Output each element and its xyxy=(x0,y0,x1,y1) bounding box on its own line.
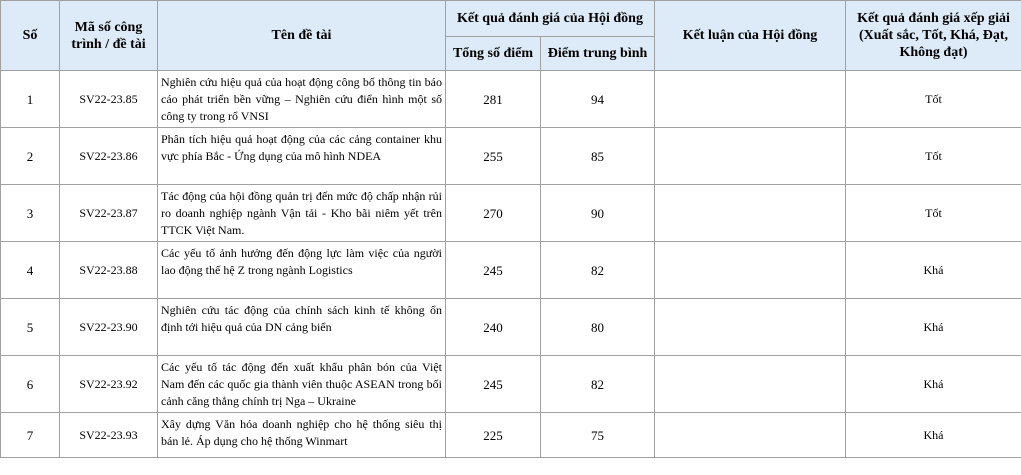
cell-stt: 6 xyxy=(1,356,60,413)
cell-title: Phân tích hiệu quả hoạt động của các cảng container khu vực phía Bắc - Ứng dụng của mô hình NDEA xyxy=(158,128,446,185)
cell-rank: Khá xyxy=(846,242,1021,299)
cell-rank: Tốt xyxy=(846,128,1021,185)
cell-total: 240 xyxy=(446,299,541,356)
cell-title: Nghiên cứu hiệu quả của hoạt động công bố thông tin báo cáo phát triển bền vững – Nghiên cứu điển hình một số công ty trong rổ VNSI xyxy=(158,71,446,128)
cell-avg: 82 xyxy=(541,356,655,413)
cell-conclusion xyxy=(655,242,846,299)
cell-rank: Tốt xyxy=(846,71,1021,128)
table-row xyxy=(1,356,1021,413)
cell-avg: 80 xyxy=(541,299,655,356)
cell-code: SV22-23.93 xyxy=(60,413,158,458)
cell-title: Các yếu tố tác động đến xuất khẩu phân bón của Việt Nam đến các quốc gia thành viên thuộc ASEAN trong bối cảnh căng thẳng chính trị Nga – Ukraine xyxy=(158,356,446,413)
table-row xyxy=(1,185,1021,242)
cell-code: SV22-23.85 xyxy=(60,71,158,128)
table-row xyxy=(1,413,1021,458)
cell-title: Nghiên cứu tác động của chính sách kinh tế không ổn định tới hiệu quả của DN cảng biển xyxy=(158,299,446,356)
cell-total: 225 xyxy=(446,413,541,458)
cell-avg: 75 xyxy=(541,413,655,458)
cell-code: SV22-23.92 xyxy=(60,356,158,413)
cell-total: 255 xyxy=(446,128,541,185)
table-row xyxy=(1,299,1021,356)
cell-stt: 3 xyxy=(1,185,60,242)
cell-code: SV22-23.88 xyxy=(60,242,158,299)
cell-avg: 85 xyxy=(541,128,655,185)
header-council-result: Kết quả đánh giá của Hội đồng xyxy=(446,1,655,37)
cell-stt: 1 xyxy=(1,71,60,128)
cell-total: 270 xyxy=(446,185,541,242)
cell-rank: Khá xyxy=(846,413,1021,458)
table-body xyxy=(1,71,1021,458)
cell-stt: 5 xyxy=(1,299,60,356)
header-code: Mã số công trình / đề tài xyxy=(60,1,158,71)
cell-rank: Khá xyxy=(846,356,1021,413)
header-total-score: Tổng số điểm xyxy=(446,37,541,71)
header-ranking: Kết quả đánh giá xếp giải (Xuất sắc, Tốt, Khá, Đạt, Không đạt) xyxy=(846,1,1021,71)
cell-conclusion xyxy=(655,356,846,413)
cell-stt: 4 xyxy=(1,242,60,299)
table-row xyxy=(1,71,1021,128)
cell-code: SV22-23.86 xyxy=(60,128,158,185)
cell-avg: 94 xyxy=(541,71,655,128)
cell-stt: 7 xyxy=(1,413,60,458)
header-title: Tên đề tài xyxy=(158,1,446,71)
cell-title: Tác động của hội đồng quản trị đến mức độ chấp nhận rủi ro doanh nghiệp ngành Vận tải - Kho bãi niêm yết trên TTCK Việt Nam. xyxy=(158,185,446,242)
table-row xyxy=(1,128,1021,185)
cell-code: SV22-23.87 xyxy=(60,185,158,242)
header-stt: Số xyxy=(1,1,60,71)
cell-conclusion xyxy=(655,185,846,242)
table-header xyxy=(1,1,1021,71)
cell-title: Các yếu tố ảnh hưởng đến động lực làm việc của người lao động thế hệ Z trong ngành Logistics xyxy=(158,242,446,299)
cell-title: Xây dựng Văn hóa doanh nghiệp cho hệ thống siêu thị bán lẻ. Áp dụng cho hệ thống Winmart xyxy=(158,413,446,458)
cell-avg: 90 xyxy=(541,185,655,242)
cell-total: 281 xyxy=(446,71,541,128)
header-avg-score: Điểm trung bình xyxy=(541,37,655,71)
cell-code: SV22-23.90 xyxy=(60,299,158,356)
cell-conclusion xyxy=(655,128,846,185)
cell-conclusion xyxy=(655,71,846,128)
cell-avg: 82 xyxy=(541,242,655,299)
cell-conclusion xyxy=(655,299,846,356)
cell-stt: 2 xyxy=(1,128,60,185)
cell-rank: Khá xyxy=(846,299,1021,356)
cell-total: 245 xyxy=(446,356,541,413)
cell-total: 245 xyxy=(446,242,541,299)
header-conclusion: Kết luận của Hội đồng xyxy=(655,1,846,71)
cell-rank: Tốt xyxy=(846,185,1021,242)
table-row xyxy=(1,242,1021,299)
cell-conclusion xyxy=(655,413,846,458)
